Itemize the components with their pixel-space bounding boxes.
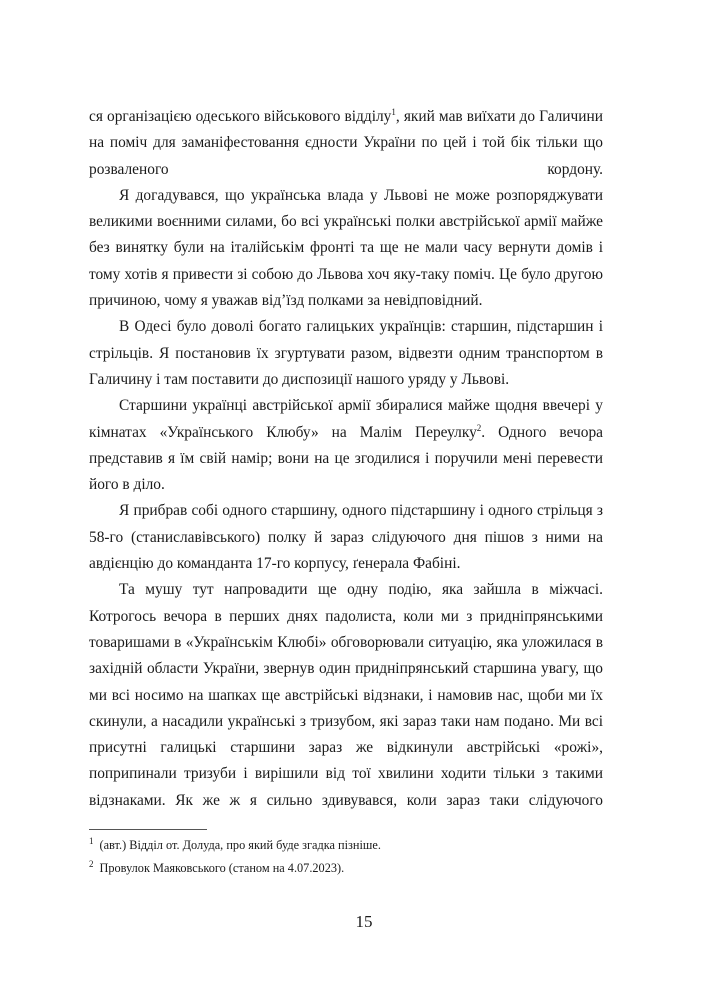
page-number: 15 [355, 912, 373, 931]
footnote-number: 2 [89, 858, 94, 869]
main-text [89, 104, 603, 814]
paragraph: Я догадувався, що українська влада у Львові не може розпоряджувати великими воєнними силами, бо всі українські полки австрійської армії майже без винятку були на італійськім фронті та ще не мали часу вернути домів і тому хотів я привести зі собою до Львова хоч яку-таку поміч. Це було другою причиною, чому я уважав від’їзд полками за невідповідний. [89, 186, 603, 310]
paragraph: Я прибрав собі одного старшину, одного підстаршину і одного стрільця з 58-го (станиславівського) полку й зараз слідуючого дня пішов з ними на авдієнцію до команданта 17-го корпусу, ґенерала Фабіні. [89, 502, 603, 573]
footnote-ref: 2 [476, 422, 482, 433]
footnote-text: (авт.) Відділ от. Долуда, про який буде згадка пізніше. [99, 838, 381, 852]
footnote-number: 1 [89, 835, 94, 846]
paragraph: ся організацією одеського військового відділу$^1$, який мав виїхати до Галичини на поміч для заманіфестовання єдности України по цей і той бік тільки що розваленого кордону. [89, 106, 603, 178]
footnote-ref: 1 [391, 106, 396, 117]
footnote [89, 857, 603, 880]
footnote-divider [89, 829, 207, 830]
paragraph: Старшини українці австрійської армії збиралися майже щодня ввечері у кімнатах «Українського Клюбу» на Малім Переулку$^2$. Одного вечора представив я їм свій намір; вони на це згодилися і поручили мені перевести його в діло. [89, 397, 603, 494]
footnotes [89, 834, 603, 880]
footnote [89, 834, 603, 857]
paragraph: Та мушу тут напровадити ще одну подію, яка зайшла в міжчасі. Котрогось вечора в перших днях падолиста, коли ми з придніпрянськими товаришами в «Українськім Клюбі» обговорювали ситуацію, яка уложилася в західній области України, звернув один придніпрянський старшина увагу, що ми всі носимо на шапках ще австрійські відзнаки, і намовив нас, щоби ми їх скинули, а насадили українські з тризубом, які зараз таки нам подано. Ми всі присутні галицькі старшини зараз же відкинули австрійські «рожі», поприпинали тризуби і вирішили від тої хвилини ходити тільки з такими відзнаками. Як же ж я сильно здивувався, коли зараз таки слідуючого [89, 581, 603, 809]
footnote-text: Провулок Маяковського (станом на 4.07.2023). [99, 861, 345, 875]
paragraph: В Одесі було доволі богато галицьких українців: старшин, підстаршин і стрільців. Я постановив їх згуртувати разом, відвезти одним транспортом в Галичину і там поставити до диспозиції нашого уряду у Львові. [89, 318, 603, 388]
